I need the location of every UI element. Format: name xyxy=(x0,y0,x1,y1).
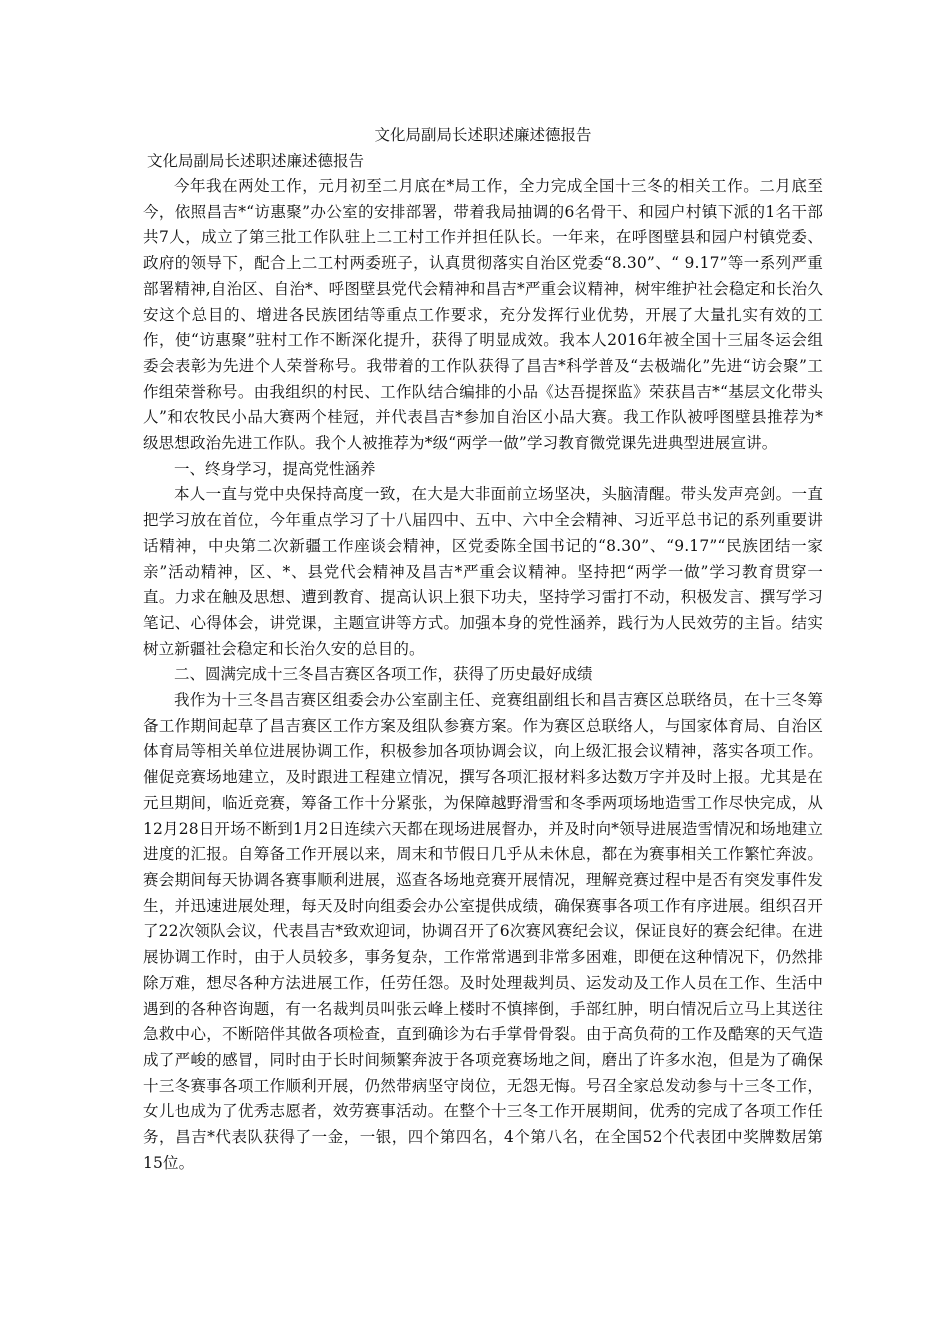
document-page xyxy=(143,122,823,1176)
section-2-paragraph: 我作为十三冬昌吉赛区组委会办公室副主任、竞赛组副组长和昌吉赛区总联络员，在十三冬筹备工作期间起草了昌吉赛区工作方案及组队参赛方案。作为赛区总联络人，与国家体育局、自治区体育局等相关单位进展协调工作，积极参加各项协调会议，向上级汇报会议精神，落实各项工作。催促竞赛场地建立，及时跟进工程建立情况，撰写各项汇报材料多达数万字并及时上报。尤其是在元旦期间，临近竞赛，筹备工作十分紧张，为保障越野滑雪和冬季两项场地造雪工作尽快完成，从12月28日开场不断到1月2日连续六天都在现场进展督办，并及时向*领导进展造雪情况和场地建立进度的汇报。自筹备工作开展以来，周末和节假日几乎从未休息，都在为赛事相关工作繁忙奔波。赛会期间每天协调各赛事顺利进展，巡查各场地竞赛开展情况，理解竞赛过程中是否有突发事件发生，并迅速进展处理，每天及时向组委会办公室提供成绩，确保赛事各项工作有序进展。组织召开了22次领队会议，代表昌吉*致欢迎词，协调召开了6次赛风赛纪会议，保证良好的赛会纪律。在进展协调工作时，由于人员较多，事务复杂，工作常常遇到非常多困难，即便在这种情况下，仍然排除万难，想尽各种方法进展工作，任劳任怨。及时处理裁判员、运发动及工作人员在工作、生活中遇到的各种咨询题，有一名裁判员叫张云峰上楼时不慎摔倒，手部红肿，明白情况后立马上其送往急救中心，不断陪伴其做各项检查，直到确诊为右手掌骨骨裂。由于高负荷的工作及酷寒的天气造成了严峻的感冒，同时由于长时间频繁奔波于各项竞赛场地之间，磨出了许多水泡，但是为了确保十三冬赛事各项工作顺利开展，仍然带病坚守岗位，无怨无悔。号召全家总发动参与十三冬工作，女儿也成为了优秀志愿者，效劳赛事活动。在整个十三冬工作开展期间，优秀的完成了各项工作任务，昌吉*代表队获得了一金，一银，四个第四名，4个第八名，在全国52个代表团中奖牌数居第15位。 xyxy=(143,691,823,1172)
section-1-paragraph: 本人一直与党中央保持高度一致，在大是大非面前立场坚决，头脑清醒。带头发声亮剑。一直把学习放在首位，今年重点学习了十八届四中、五中、六中全会精神、习近平总书记的系列重要讲话精神，中央第二次新疆工作座谈会精神，区党委陈全国书记的“8.30”、“9.17”“民族团结一家亲”活动精神，区、*、县党代会精神及昌吉*严重会议精神。坚持把“两学一做”学习教育贯穿一直。力求在触及思想、遭到教育、提高认识上狠下功夫，坚持学习雷打不动，积极发言、撰写学习笔记、心得体会，讲党课，主题宣讲等方式。加强本身的党性涵养，践行为人民效劳的主旨。结实树立新疆社会稳定和长治久安的总目的。 xyxy=(143,485,823,658)
section-2-heading: 二、圆满完成十三冬昌吉赛区各项工作，获得了历史最好成绩 xyxy=(174,665,593,684)
intro-paragraph: 今年我在两处工作，元月初至二月底在*局工作，全力完成全国十三冬的相关工作。二月底至今，依照昌吉*“访惠聚”办公室的安排部署，带着我局抽调的6名骨干、和园户村镇下派的1名干部共7人，成立了第三批工作队驻上二工村工作并担任队长。一年来，在呼图壁县和园户村镇党委、政府的领导下，配合上二工村两委班子，认真贯彻落实自治区党委“8.30”、“ 9.17”等一系列严重部署精神,自治区、自治*、呼图壁县党代会精神和昌吉*严重会议精神，树牢维护社会稳定和长治久安这个总目的、增进各民族团结等重点工作要求，充分发挥行业优势，开展了大量扎实有效的工作，使“访惠聚”驻村工作不断深化提升，获得了明显成效。我本人2016年被全国十三届冬运会组委会表彰为先进个人荣誉称号。我带着的工作队获得了昌吉*科学普及“去极端化”先进“访会聚”工作组荣誉称号。由我组织的村民、工作队结合编排的小品《达吾提探监》荣获昌吉*“基层文化带头人”和农牧民小品大赛两个桂冠，并代表昌吉*参加自治区小品大赛。我工作队被呼图壁县推荐为*级思想政治先进工作队。我个人被推荐为*级“两学一做”学习教育微党课先进典型进展宣讲。 xyxy=(143,177,823,453)
document-title: 文化局副局长述职述廉述德报告 xyxy=(374,126,592,144)
section-1-heading: 一、终身学习，提高党性涵养 xyxy=(174,459,376,478)
document-subtitle: 文化局副局长述职述廉述德报告 xyxy=(147,152,365,170)
